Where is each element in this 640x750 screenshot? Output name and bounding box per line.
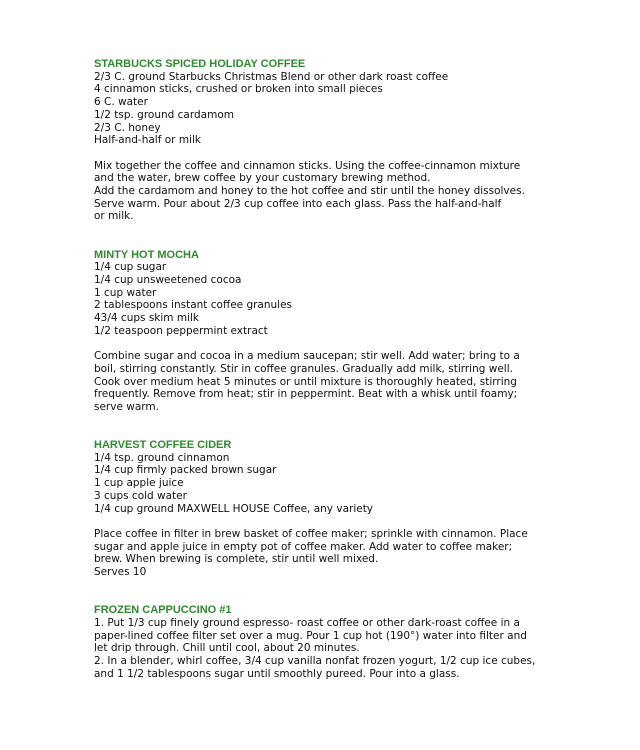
ingredient-line: 2 tablespoons instant coffee granules: [94, 299, 293, 312]
ingredient-line: 1 cup water: [94, 286, 157, 299]
direction-line: 1. Put 1/3 cup finely ground espresso- roast coffee or other dark-roast coffee in a: [94, 616, 520, 629]
direction-line: sugar and apple juice in empty pot of coffee maker. Add water to coffee maker;: [94, 540, 513, 553]
direction-line: Add the cardamom and honey to the hot coffee and stir until the honey dissolves.: [94, 185, 525, 198]
recipe-minty-hot-mocha: [94, 249, 614, 414]
direction-line: Serves 10: [94, 566, 147, 579]
ingredient-line: 1/4 cup unsweetened cocoa: [94, 273, 242, 286]
recipe-gap: [94, 414, 614, 439]
ingredient-line: 3 cups cold water: [94, 489, 187, 502]
recipe-gap: [94, 579, 614, 604]
ingredient-line: Half-and-half or milk: [94, 134, 201, 147]
ingredient-line: 2/3 C. honey: [94, 121, 161, 134]
ingredient-line: 1/2 teaspoon peppermint extract: [94, 324, 268, 337]
recipe-page: [94, 58, 614, 680]
direction-line: Mix together the coffee and cinnamon sticks. Using the coffee-cinnamon mixture: [94, 159, 521, 172]
ingredient-line: 2/3 C. ground Starbucks Christmas Blend or other dark roast coffee: [94, 70, 449, 83]
direction-line: paper-lined coffee filter set over a mug. Pour 1 cup hot (190°) water into filter and: [94, 629, 527, 642]
recipe-harvest-coffee-cider: [94, 439, 614, 579]
direction-line: serve warm.: [94, 400, 159, 413]
direction-line: Place coffee in filter in brew basket of coffee maker; sprinkle with cinnamon. Place: [94, 527, 528, 540]
recipe-gap: [94, 223, 614, 248]
recipe-title: STARBUCKS SPICED HOLIDAY COFFEE: [94, 58, 306, 70]
ingredient-line: 1/4 cup ground MAXWELL HOUSE Coffee, any variety: [94, 502, 374, 515]
ingredient-line: 4 cinnamon sticks, crushed or broken into small pieces: [94, 83, 383, 96]
paragraph-gap: [94, 515, 614, 528]
ingredient-line: 1/4 cup sugar: [94, 261, 167, 274]
recipe-frozen-cappuccino-1: [94, 604, 614, 680]
recipe-title: FROZEN CAPPUCCINO #1: [94, 604, 232, 617]
recipe-title: HARVEST COFFEE CIDER: [94, 439, 232, 452]
ingredient-line: 43/4 cups skim milk: [94, 312, 199, 325]
ingredient-line: 1 cup apple juice: [94, 477, 184, 490]
direction-line: and the water, brew coffee by your customary brewing method.: [94, 172, 431, 185]
recipe-title: MINTY HOT MOCHA: [94, 248, 199, 261]
ingredient-line: 1/4 tsp. ground cinnamon: [94, 451, 230, 464]
ingredient-line: 6 C. water: [94, 96, 148, 109]
ingredient-line: 1/4 cup firmly packed brown sugar: [94, 464, 277, 477]
ingredient-line: 1/2 tsp. ground cardamom: [94, 108, 234, 121]
direction-line: or milk.: [94, 210, 134, 223]
direction-line: brew. When brewing is complete, stir until well mixed.: [94, 553, 379, 566]
direction-line: 2. In a blender, whirl coffee, 3/4 cup vanilla nonfat frozen yogurt, 1/2 cup ice cubes,: [94, 654, 536, 667]
direction-line: frequently. Remove from heat; stir in peppermint. Beat with a whisk until foamy;: [94, 388, 518, 401]
recipe-starbucks-spiced-holiday-coffee: [94, 58, 614, 223]
direction-line: Cook over medium heat 5 minutes or until mixture is thoroughly heated, stirring: [94, 375, 517, 388]
paragraph-gap: [94, 147, 614, 160]
direction-line: and 1 1/2 tablespoons sugar until smoothly pureed. Pour into a glass.: [94, 667, 460, 680]
direction-line: Combine sugar and cocoa in a medium saucepan; stir well. Add water; bring to a: [94, 350, 520, 363]
paragraph-gap: [94, 337, 614, 350]
direction-line: boil, stirring constantly. Stir in coffee granules. Gradually add milk, stirring well.: [94, 362, 513, 375]
direction-line: let drip through. Chill until cool, about 20 minutes.: [94, 642, 360, 655]
direction-line: Serve warm. Pour about 2/3 cup coffee into each glass. Pass the half-and-half: [94, 197, 502, 210]
